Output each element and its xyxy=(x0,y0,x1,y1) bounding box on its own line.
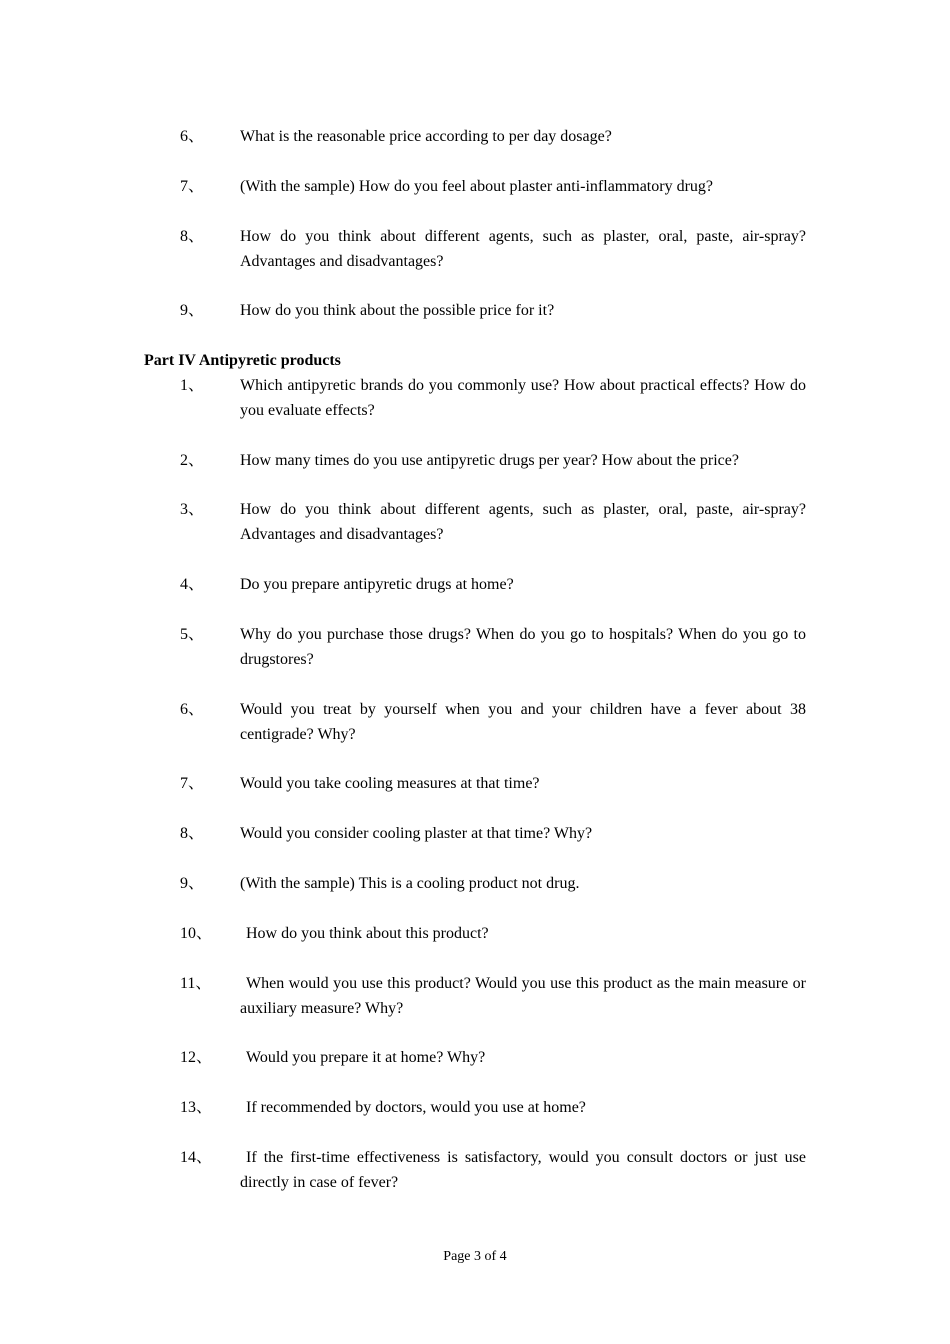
item-text: What is the reasonable price according to per day dosage? xyxy=(240,128,612,145)
item-number: 7、 xyxy=(180,775,205,792)
list-item xyxy=(180,622,806,672)
item-text: Would you treat by yourself when you and your children have a fever about 38 centigrade? Why? xyxy=(240,701,806,743)
item-number: 12、 xyxy=(180,1049,213,1066)
list-item xyxy=(180,921,806,946)
item-text: How do you think about this product? xyxy=(246,925,489,942)
item-number: 9、 xyxy=(180,302,205,319)
list-item xyxy=(180,124,806,149)
list-item xyxy=(180,697,806,747)
item-text: Would you consider cooling plaster at that time? Why? xyxy=(240,825,593,842)
item-number: 3、 xyxy=(180,501,205,518)
list-item xyxy=(180,771,806,796)
list-item xyxy=(180,971,806,1021)
section-heading: Part IV Antipyretic products xyxy=(144,352,341,369)
item-number: 11、 xyxy=(180,975,212,992)
item-text: Which antipyretic brands do you commonly use? How about practical effects? How do you evaluate effects? xyxy=(240,377,806,419)
item-number: 2、 xyxy=(180,452,205,469)
item-number: 6、 xyxy=(180,701,205,718)
item-text: Why do you purchase those drugs? When do you go to hospitals? When do you go to drugstores? xyxy=(240,626,806,668)
item-text: (With the sample) This is a cooling product not drug. xyxy=(240,875,580,892)
item-number: 4、 xyxy=(180,576,205,593)
list-item xyxy=(180,1045,806,1070)
item-number: 6、 xyxy=(180,128,205,145)
item-number: 8、 xyxy=(180,825,205,842)
item-text: How do you think about different agents, such as plaster, oral, paste, air-spray? Advantages and disadvantages? xyxy=(240,228,806,270)
list-item xyxy=(180,174,806,199)
item-number: 5、 xyxy=(180,626,205,643)
item-text: Would you prepare it at home? Why? xyxy=(246,1049,486,1066)
item-number: 1、 xyxy=(180,377,205,394)
item-number: 8、 xyxy=(180,228,205,245)
item-text: (With the sample) How do you feel about plaster anti-inflammatory drug? xyxy=(240,178,713,195)
list-item xyxy=(180,448,806,473)
item-number: 13、 xyxy=(180,1099,213,1116)
item-text: When would you use this product? Would you use this product as the main measure or auxiliary measure? Why? xyxy=(240,975,806,1017)
list-item xyxy=(180,821,806,846)
item-number: 10、 xyxy=(180,925,213,942)
list-item xyxy=(180,572,806,597)
page-number-footer: Page 3 of 4 xyxy=(443,1249,507,1264)
item-number: 7、 xyxy=(180,178,205,195)
list-item xyxy=(180,1145,806,1195)
item-number: 9、 xyxy=(180,875,205,892)
item-number: 14、 xyxy=(180,1149,213,1166)
item-text: How do you think about different agents, such as plaster, oral, paste, air-spray? Advantages and disadvantages? xyxy=(240,501,806,543)
list-item xyxy=(180,298,806,323)
list-item xyxy=(180,373,806,423)
list-item xyxy=(180,1095,806,1120)
item-text: How many times do you use antipyretic drugs per year? How about the price? xyxy=(240,452,739,469)
item-text: If the first-time effectiveness is satisfactory, would you consult doctors or just use directly in case of fever? xyxy=(240,1149,806,1191)
list-item xyxy=(180,871,806,896)
item-text: If recommended by doctors, would you use at home? xyxy=(246,1099,586,1116)
list-item xyxy=(180,497,806,547)
item-text: How do you think about the possible price for it? xyxy=(240,302,555,319)
item-text: Would you take cooling measures at that time? xyxy=(240,775,540,792)
item-text: Do you prepare antipyretic drugs at home? xyxy=(240,576,514,593)
list-item xyxy=(180,224,806,274)
